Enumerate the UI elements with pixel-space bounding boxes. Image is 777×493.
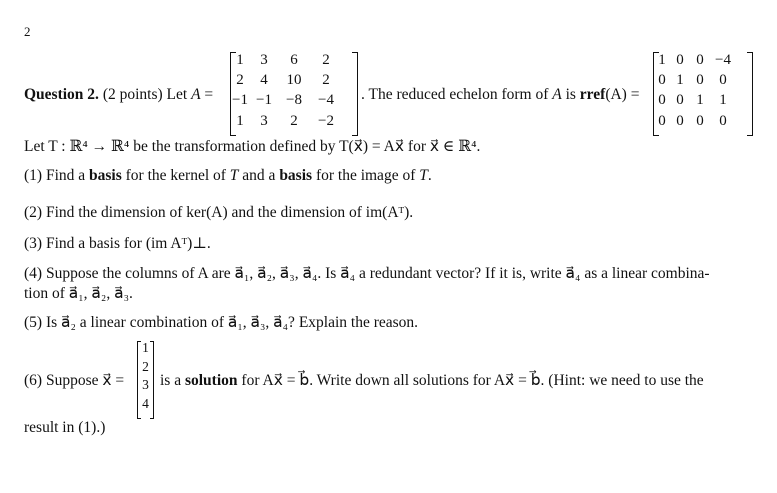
rref-sentence-a: A (552, 86, 562, 103)
part-1-pre: (1) Find a (24, 167, 90, 184)
part-1-end: . (427, 167, 432, 184)
matrix-a-cell: 1 (236, 113, 244, 129)
rref-paren: (A) = (605, 86, 640, 103)
matrix-rref-cell: 0 (658, 113, 666, 129)
matrix-a-cell: −1 (232, 92, 248, 108)
matrix-a-cell: 6 (290, 52, 298, 68)
matrix-a-cell: −4 (318, 92, 334, 108)
matrix-a-cell: 2 (322, 52, 330, 68)
matrix-rref-cell: 0 (676, 52, 684, 68)
matrix-rref (653, 52, 753, 136)
part-6-post-a: is a (160, 372, 185, 389)
matrix-a (230, 52, 358, 136)
part-6-pre: (6) Suppose x⃗ = (24, 372, 125, 389)
matrix-rref-cell: 0 (676, 92, 684, 108)
part-6-line-2: result in (1).) (24, 419, 106, 436)
part-5: (5) Is a⃗₂ a linear combination of a⃗₁, a⃗₃, a⃗₄? Explain the reason. (24, 314, 419, 331)
question-points: (2 points) Let (102, 86, 188, 103)
matrix-rref-cell: 0 (719, 72, 727, 88)
matrix-rref-cell: 1 (658, 52, 666, 68)
matrix-a-cell: −8 (286, 92, 302, 108)
part-6-solution: solution (184, 372, 238, 389)
rref-sentence (361, 86, 639, 104)
rref-label: rref (579, 86, 606, 103)
solution-vector-cell: 3 (142, 377, 149, 392)
matrix-a-cell: 3 (260, 52, 268, 68)
matrix-a-cell: 1 (236, 52, 244, 68)
matrix-rref-cell: 0 (676, 113, 684, 129)
matrix-rref-cell: −4 (715, 52, 731, 68)
part-2: (2) Find the dimension of ker(A) and the dimension of im(Aᵀ). (24, 204, 414, 221)
part-4-line-2: tion of a⃗₁, a⃗₂, a⃗₃. (24, 285, 133, 302)
matrix-rref-cell: 0 (696, 72, 704, 88)
matrix-a-cell: 10 (286, 72, 302, 88)
matrix-a-right-bracket (352, 52, 358, 136)
matrix-rref-cell: 1 (676, 72, 684, 88)
solution-vector-cell: 1 (142, 340, 149, 355)
matrix-rref-cell: 0 (658, 92, 666, 108)
solution-vector (137, 341, 154, 419)
matrix-a-cell: 2 (236, 72, 244, 88)
part-1-t: T (229, 167, 239, 184)
part-1-basis-1: basis (89, 167, 122, 184)
rref-sentence-pre: . The reduced echelon form of (361, 86, 549, 103)
equals-sign: = (204, 86, 214, 103)
part-6-post-b: for Ax⃗ = b⃗. Write down all solutions for Ax⃗ = b⃗. (Hint: we need to use the (237, 372, 704, 389)
question-title-line (24, 86, 213, 104)
matrix-rref-cell: 1 (696, 92, 704, 108)
rref-sentence-is: is (565, 86, 576, 103)
matrix-a-cell: 3 (260, 113, 268, 129)
matrix-rref-cell: 0 (658, 72, 666, 88)
question-title: Question 2. (24, 86, 99, 103)
matrix-a-cell: 2 (290, 113, 298, 129)
transform-line: Let T : ℝ⁴ → ℝ⁴ be the transformation defined by T(x⃗) = Ax⃗ for x⃗ ∈ ℝ⁴. (24, 138, 481, 155)
matrix-rref-cell: 0 (719, 113, 727, 129)
solution-vector-cell: 4 (142, 395, 149, 411)
matrix-rref-cell: 0 (696, 52, 704, 68)
part-4-line-1: (4) Suppose the columns of A are a⃗₁, a⃗₂, a⃗₃, a⃗₄. Is a⃗₄ a redundant vector? If it is, write a⃗₄ as a linear combina- (24, 265, 710, 282)
matrix-a-cell: 4 (260, 72, 268, 88)
part-1-and: and a (238, 167, 280, 184)
part-1-t2: T (419, 167, 428, 184)
solution-vector-cell: 2 (142, 358, 149, 374)
matrix-a-cell: −2 (318, 113, 334, 129)
page-number: 2 (24, 24, 31, 39)
matrix-a-symbol: A (191, 86, 201, 103)
part-1 (24, 167, 432, 185)
part-1-post: for the image of (312, 167, 420, 184)
matrix-rref-right-bracket (747, 52, 753, 136)
part-3: (3) Find a basis for (im Aᵀ)⊥. (24, 235, 211, 252)
matrix-a-cell: −1 (256, 92, 272, 108)
part-1-basis-2: basis (279, 167, 313, 184)
matrix-rref-cell: 1 (719, 92, 727, 108)
matrix-rref-cell: 0 (696, 113, 704, 129)
part-6-post (160, 371, 704, 390)
part-1-mid: for the kernel of (121, 167, 230, 184)
matrix-a-cell: 2 (322, 72, 330, 88)
